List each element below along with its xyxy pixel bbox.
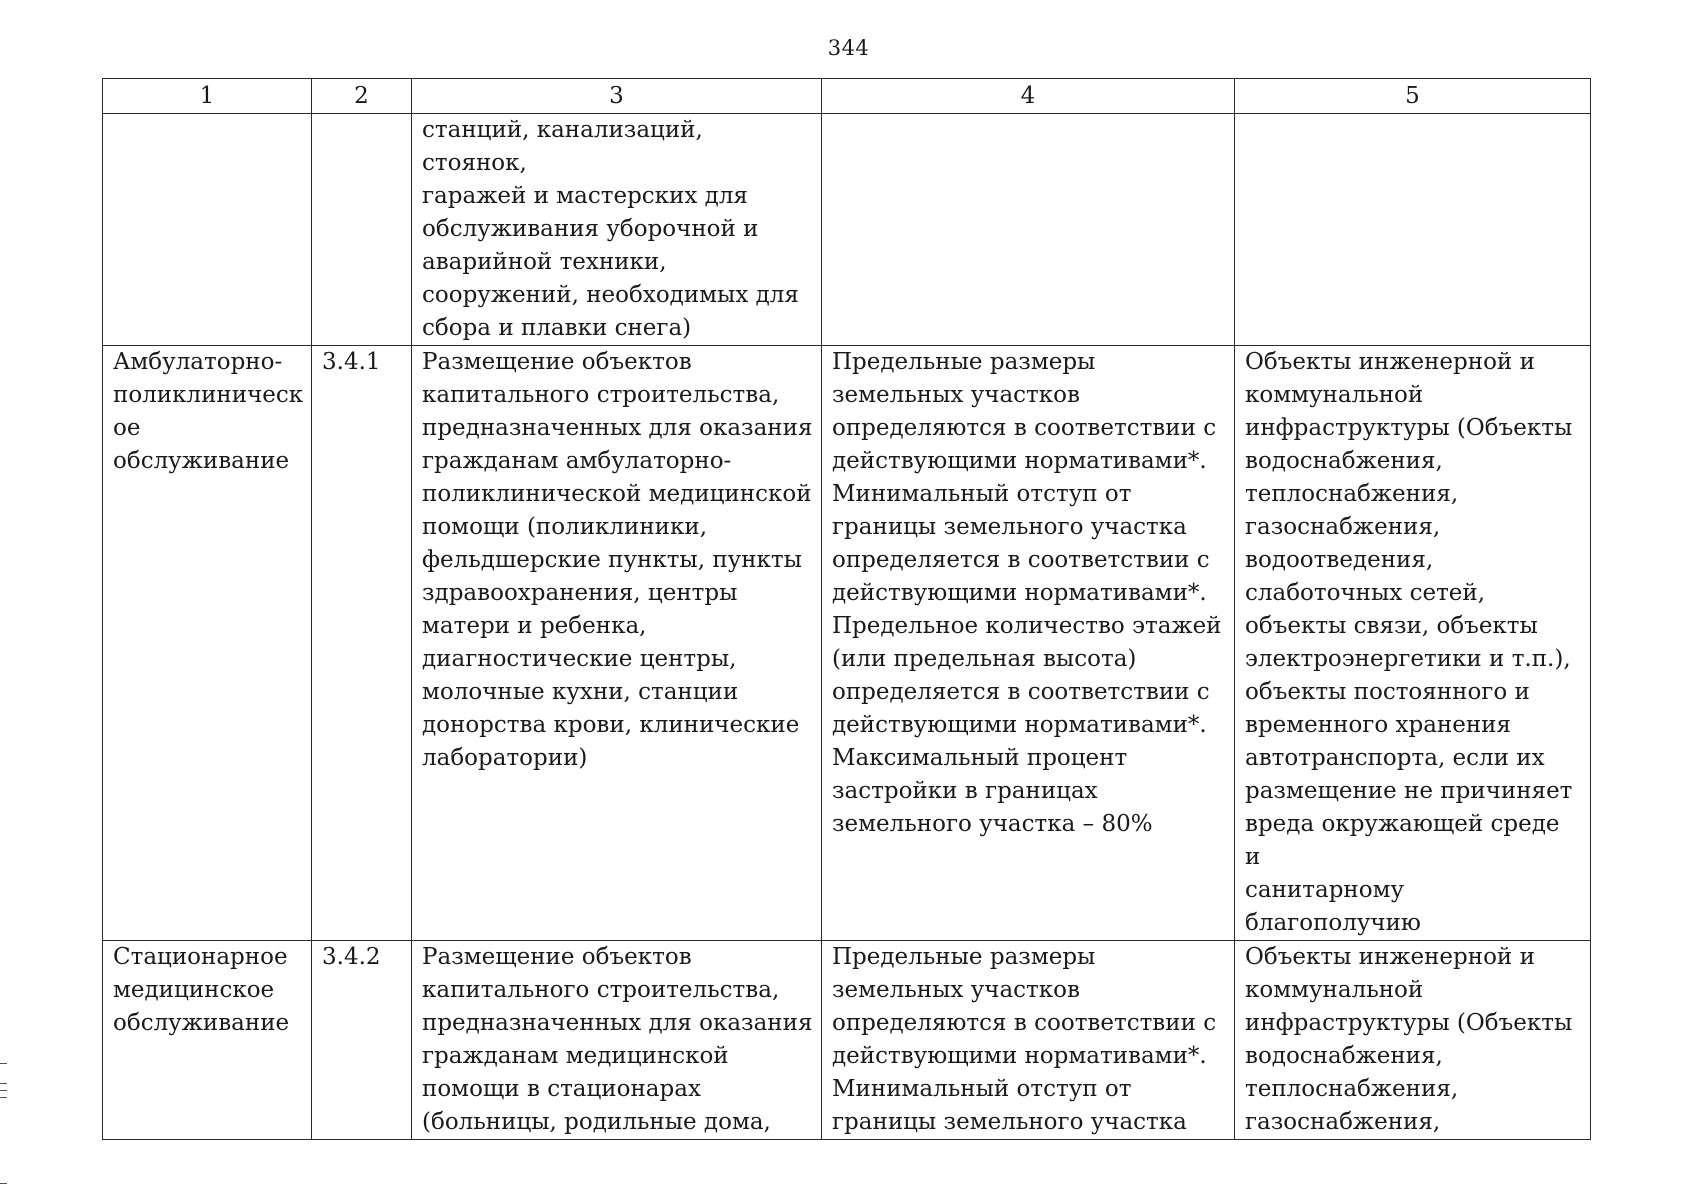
cell-parameters: Предельные размеры земельных участков определяются в соответствии с действующими нормативами*. Минимальный отступ от границы земельного участка определяется в соответствии с действующими нормативами*. Предельное количество этажей (или предельная высота) определяется в соответствии с действующими нормативами*. Максимальный процент застройки в границах земельного участка – 80% (822, 346, 1235, 941)
cell-use-name (103, 114, 312, 346)
cell-auxiliary-uses: Объекты инженерной и коммунальной инфраструктуры (Объекты водоснабжения, теплоснабжения, газоснабжения, водоотведения, слаботочных сетей, объекты связи, объекты электроэнергетики и т.п.), объекты постоянного и временного хранения автотранспорта, если их размещение не причиняет вреда окружающей среде и санитарному благополучию (1235, 346, 1591, 941)
scan-margin-mark (0, 1097, 7, 1098)
zoning-table (102, 78, 1591, 1140)
cell-use-code: 3.4.1 (312, 346, 412, 941)
cell-auxiliary-uses: Объекты инженерной и коммунальной инфраструктуры (Объекты водоснабжения, теплоснабжения, газоснабжения, (1235, 941, 1591, 1140)
cell-parameters (822, 114, 1235, 346)
cell-auxiliary-uses (1235, 114, 1591, 346)
column-header-3: 3 (412, 79, 822, 114)
page-number: 344 (827, 36, 870, 60)
column-header-4: 4 (822, 79, 1235, 114)
cell-parameters: Предельные размеры земельных участков определяются в соответствии с действующими нормативами*. Минимальный отступ от границы земельного участка (822, 941, 1235, 1140)
cell-use-description: Размещение объектов капитального строительства, предназначенных для оказания гражданам медицинской помощи в стационарах (больницы, родильные дома, (412, 941, 822, 1140)
cell-use-code (312, 114, 412, 346)
table-row-ambulatory (103, 346, 1591, 941)
scan-margin-mark (0, 1063, 7, 1064)
column-header-2: 2 (312, 79, 412, 114)
cell-use-code: 3.4.2 (312, 941, 412, 1140)
table-row-inpatient (103, 941, 1591, 1140)
scan-margin-mark (0, 1090, 7, 1091)
table-row-continuation (103, 114, 1591, 346)
cell-use-name: Амбулаторно- поликлиническ ое обслуживание (103, 346, 312, 941)
column-header-1: 1 (103, 79, 312, 114)
scan-margin-mark (0, 1183, 7, 1184)
table-header-row (103, 79, 1591, 114)
column-header-5: 5 (1235, 79, 1591, 114)
cell-use-name: Стационарное медицинское обслуживание (103, 941, 312, 1140)
cell-use-description: Размещение объектов капитального строительства, предназначенных для оказания гражданам амбулаторно- поликлинической медицинской помощи (поликлиники, фельдшерские пункты, пункты здравоохранения, центры матери и ребенка, диагностические центры, молочные кухни, станции донорства крови, клинические лаборатории) (412, 346, 822, 941)
scan-margin-mark (0, 1083, 7, 1084)
cell-use-description: станций, канализаций, стоянок, гаражей и мастерских для обслуживания уборочной и аварийной техники, сооружений, необходимых для сбора и плавки снега) (412, 114, 822, 346)
